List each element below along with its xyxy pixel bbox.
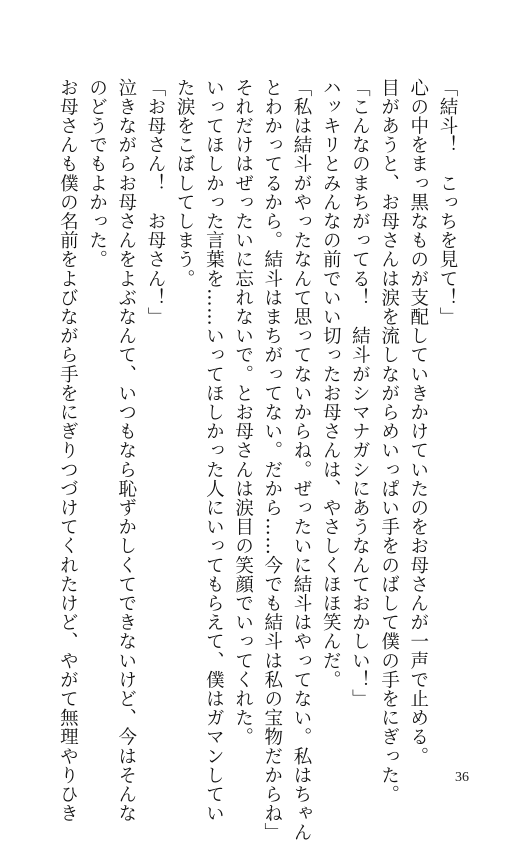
page-number: 36 — [455, 770, 469, 785]
text-line: 心の中をまっ黒なものが支配していきかけていたのをお母さんが一声で止める。 — [407, 78, 429, 766]
text-line: 目があうと、お母さんは涙を流しながらめいっぱい手をのばして僕の手をにぎった。 — [378, 78, 400, 804]
text-line: お母さんも僕の名前をよびながら手をにぎりつづけてくれたけど、やがて無理やりひき — [57, 78, 79, 823]
text-line: とわかってるから。結斗はまちがってない。だから……今でも結斗は私の宝物だからね」 — [261, 78, 283, 842]
text-line: 「こんなのまちがってる！ 結斗がシマナガシにあうなんておかしい！」 — [349, 78, 371, 709]
text-line: た涙をこぼしてしまう。 — [174, 78, 196, 289]
text-line: のどうでもよかった。 — [86, 78, 108, 269]
text-line: 「結斗！ こっちを見て！」 — [437, 78, 458, 327]
text-line: 「私は結斗がやったなんて思ってないからね。ぜったいに結斗はやってない。私はちゃん — [290, 78, 312, 842]
text-line: いってほしかった言葉を……いってほしかった人にいってもらえて、僕はガマンしてい — [203, 78, 225, 823]
text-line: 泣きながらお母さんをよぶなんて、いつもなら恥ずかしくてできないけど、今はそんな — [115, 78, 137, 823]
text-line: それだけはぜったいに忘れないで。とお母さんは涙目の笑顔でいってくれた。 — [232, 78, 254, 747]
text-line: ハッキリとみんなの前でいい切ったお母さんは、やさしくほほ笑んだ。 — [320, 78, 342, 690]
text-line: 「お母さん！ お母さん！」 — [144, 78, 166, 327]
